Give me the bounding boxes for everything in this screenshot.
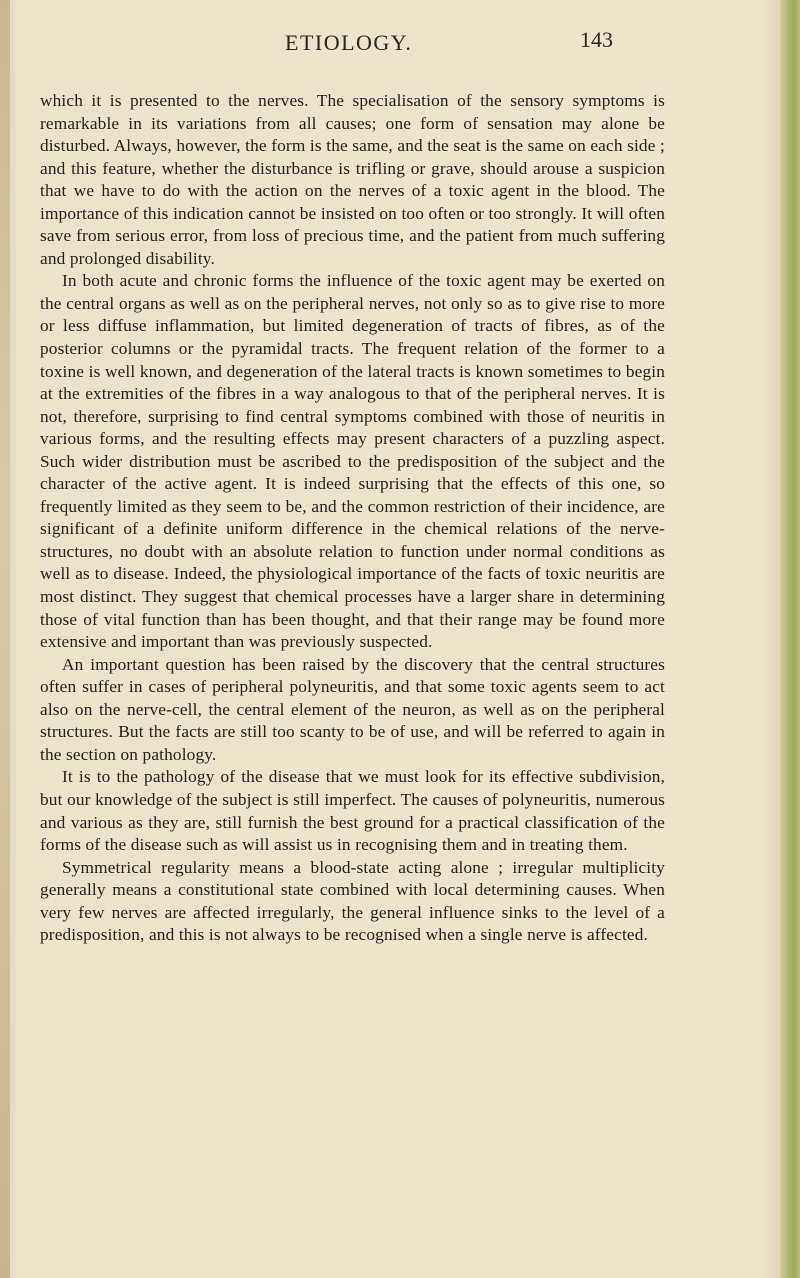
- paragraph: An important question has been raised by the discovery that the central structures often suffer in cases of peripheral polyneuritis, and that some toxic agents seem to act also on the nerve-cell, the central element of the neuron, as well as on the peripheral structures. But the facts are still too scanty to be of use, and will be referred to again in the section on pathology.: [40, 654, 665, 764]
- paragraph: Symmetrical regularity means a blood-state acting alone ; irregular multiplicity generally means a constitutional state combined with local determining causes. When very few nerves are affected irregularly, the general influence sinks to the level of a predisposition, and this is not always to be recognised when a single nerve is affected.: [40, 857, 665, 945]
- body-text: [40, 90, 665, 947]
- paragraph: It is to the pathology of the disease that we must look for its effective subdivision, but our knowledge of the subject is still imperfect. The causes of polyneuritis, numerous and various as they are, still furnish the best ground for a practical classification of the forms of the disease such as will assist us in recognising them and in treating them.: [40, 767, 665, 855]
- running-head: [0, 27, 800, 70]
- page-right-edge: [780, 0, 800, 1278]
- paragraph: In both acute and chronic forms the influence of the toxic agent may be exerted on the central organs as well as on the peripheral nerves, not only so as to give rise to more or less diffuse inflammation, but limited degeneration of tracts of fibres, as of the posterior columns or the pyramidal tracts. The frequent relation of the former to a toxine is well known, and degeneration of the lateral tracts is known sometimes to begin at the extremities of the fibres in a way analogous to that of the peripheral nerves. It is not, therefore, surprising to find central symptoms combined with those of neuritis in various forms, and the resulting effects may present characters of a puzzling aspect. Such wider distribution must be ascribed to the predisposition of the subject and the character of the active agent. It is indeed surprising that the effects of this one, so frequently limited as they seem to be, and the common restriction of their incidence, are significant of a definite uniform difference in the chemical relations of the nerve-structures, no doubt with an absolute relation to function under normal conditions as well as to disease. Indeed, the physiological importance of the facts of toxic neuritis are most distinct. They suggest that chemical processes have a larger share in determining those of vital function than has been thought, and that their range may be found more extensive and important than was previously suspected.: [40, 271, 665, 652]
- page-number: 143: [580, 27, 613, 52]
- paragraph-continued: which it is presented to the nerves. The specialisation of the sensory symptoms is remarkable in its variations from all causes; one form of sensation may alone be disturbed. Always, however, the form is the same, and the seat is the same on each side ; and this feature, whether the disturbance is trifling or grave, should arouse a suspicion that we have to do with the action on the nerves of a toxic agent in the blood. The importance of this indication cannot be insisted on too often or too strongly. It will often save from serious error, from loss of precious time, and the patient from much suffering and prolonged disability.: [40, 91, 665, 268]
- page-binding-edge: [0, 0, 10, 1278]
- running-head-title: ETIOLOGY.: [285, 30, 413, 55]
